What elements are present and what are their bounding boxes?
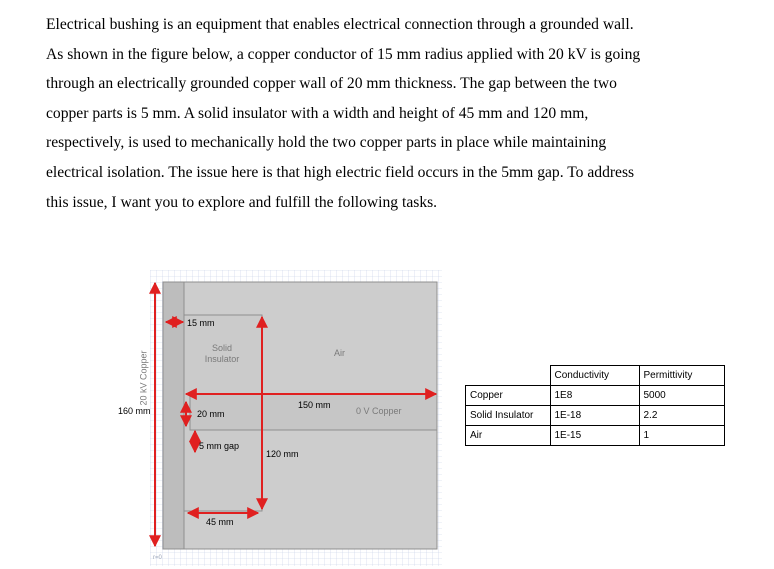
table-cell: 2.2 <box>639 406 724 426</box>
table-row <box>466 406 725 426</box>
table-cell: 1 <box>639 426 724 446</box>
table-row <box>466 386 725 406</box>
dim-160-label: 160 mm <box>118 406 151 416</box>
table-cell: 5000 <box>639 386 724 406</box>
table-cell: 1E-18 <box>550 406 639 426</box>
table-header-cell <box>466 366 551 386</box>
table-cell: Copper <box>466 386 551 406</box>
table-cell: Solid Insulator <box>466 406 551 426</box>
table-header-cell: Conductivity <box>550 366 639 386</box>
table-cell: 1E-15 <box>550 426 639 446</box>
solid-insulator-label: Solid Insulator <box>204 343 240 364</box>
ground-copper-label: 0 V Copper <box>356 406 402 416</box>
material-properties-table <box>465 365 725 446</box>
dim-15-label: 15 mm <box>187 318 215 328</box>
dim-120-label: 120 mm <box>266 449 299 459</box>
dim-150-label: 150 mm <box>298 400 331 410</box>
dim-45-label: 45 mm <box>206 517 234 527</box>
paragraph-line: electrical isolation. The issue here is that high electric field occurs in the 5mm gap. To address <box>46 163 635 181</box>
conductor-label: 20 kV Copper <box>138 350 149 406</box>
table-header-cell: Permittivity <box>639 366 724 386</box>
paragraph-line: through an electrically grounded copper wall of 20 mm thickness. The gap between the two <box>46 75 617 93</box>
gap-label: 5 mm gap <box>199 441 240 451</box>
paragraph-line: Electrical bushing is an equipment that enables electrical connection through a grounded wall. <box>46 16 634 33</box>
table-cell: Air <box>466 426 551 446</box>
air-label: Air <box>334 348 345 358</box>
axis-label: r=0 <box>153 555 162 561</box>
paragraph-line: As shown in the figure below, a copper conductor of 15 mm radius applied with 20 kV is going <box>46 45 641 63</box>
paragraph-line: this issue, I want you to explore and fulfill the following tasks. <box>46 193 438 211</box>
dim-20-label: 20 mm <box>197 409 225 419</box>
table-header-row <box>466 366 725 386</box>
table-row <box>466 426 725 446</box>
paragraph-line: copper parts is 5 mm. A solid insulator with a width and height of 45 mm and 120 mm, <box>46 104 589 122</box>
paragraph-line: respectively, is used to mechanically hold the two copper parts in place while maintaining <box>46 134 607 152</box>
table-cell: 1E8 <box>550 386 639 406</box>
